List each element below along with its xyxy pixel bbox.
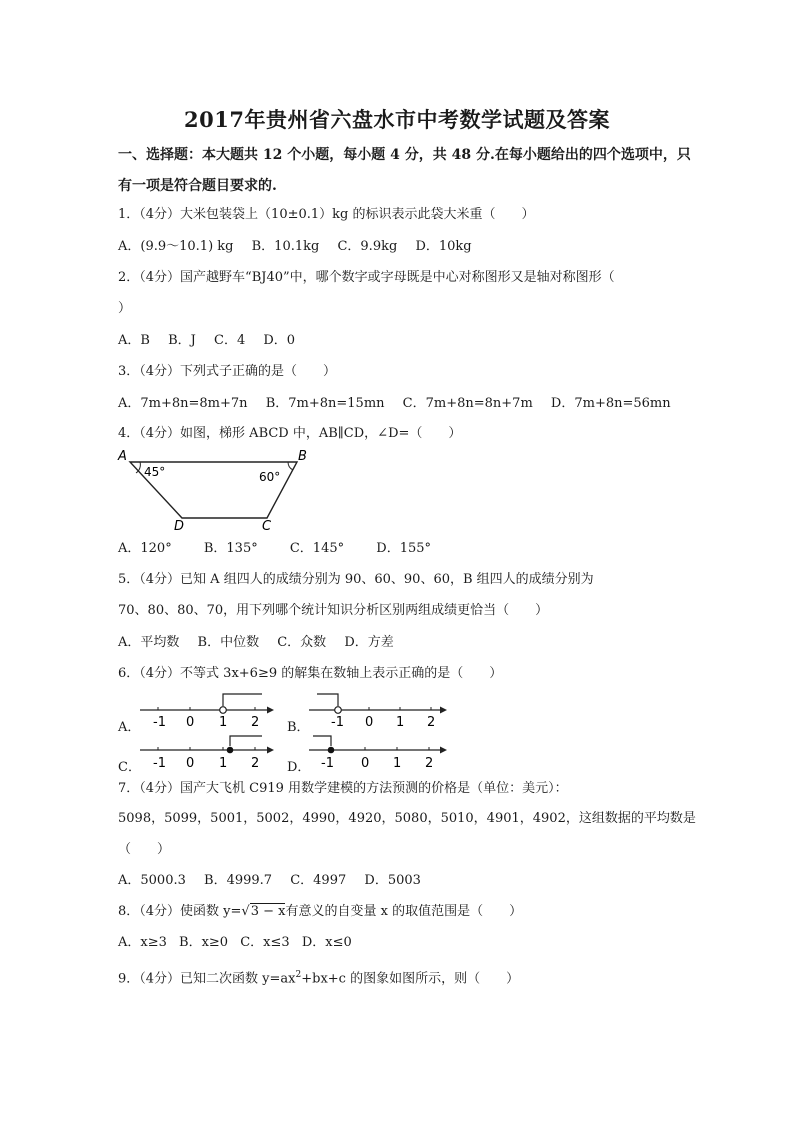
section-heading-line1: 一、选择题：本大题共 12 个小题，每小题 4 分，共 48 分.在每小题给出的四个选项中，只	[118, 147, 691, 163]
angle-b-label: 60°	[259, 470, 281, 484]
q4-option-b[interactable]: B．135°	[203, 541, 258, 556]
q8-stem: 8．（4分）使函数 y=√3 − x有意义的自变量 x 的取值范围是（ ）	[118, 904, 523, 919]
vertex-d-label: D	[174, 519, 185, 532]
q3-option-d[interactable]: D．7m+8n=56mn	[550, 396, 671, 411]
q1-option-b[interactable]: B．10.1kg	[251, 239, 320, 254]
q7-option-a[interactable]: A．5000.3	[118, 873, 186, 888]
page-title: 2017年贵州省六盘水市中考数学试题及答案	[184, 107, 610, 132]
q6-option-a-label[interactable]: A．	[118, 720, 141, 735]
q8-radicand: 3 − x	[250, 904, 286, 919]
q8-option-d[interactable]: D．x≤0	[301, 935, 352, 950]
tick-label: 1	[219, 756, 228, 771]
arrow-icon	[267, 747, 274, 754]
open-circle-icon	[335, 707, 342, 714]
tick-label: 2	[425, 756, 434, 771]
tick-label: 0	[365, 715, 374, 730]
q7-stem-line2: 5098，5099，5001，5002，4990，4920，5080，5010，4901，4902，这组数据的平均数是	[118, 811, 696, 826]
q3-option-b[interactable]: B．7m+8n=15mn	[265, 396, 385, 411]
q6-numberline-b[interactable]	[307, 690, 452, 730]
q7-stem-line1: 7．（4分）国产大飞机 C919 用数学建模的方法预测的价格是（单位：美元）：	[118, 781, 568, 796]
q4-option-c[interactable]: C．145°	[289, 541, 345, 556]
q3-option-c[interactable]: C．7m+8n=8n+7m	[402, 396, 533, 411]
arrow-icon	[440, 747, 447, 754]
q1-options	[118, 238, 486, 256]
q5-option-b[interactable]: B．中位数	[197, 635, 260, 650]
q1-stem: 1．（4分）大米包装袋上（10±0.1）kg 的标识表示此袋大米重（ ）	[118, 207, 535, 222]
q6-option-d-label[interactable]: D．	[287, 760, 311, 775]
sqrt-symbol: √	[241, 904, 250, 919]
tick-label: 2	[251, 756, 260, 771]
tick-label: -1	[153, 756, 166, 771]
q7-option-c[interactable]: C．4997	[290, 873, 347, 888]
q6-numberline-a[interactable]	[138, 690, 278, 730]
angle-a-arc	[136, 462, 140, 473]
angle-b-arc	[288, 462, 293, 470]
q2-stem-line1: 2．（4分）国产越野车“BJ40”中，哪个数字或字母既是中心对称图形又是轴对称图形（	[118, 270, 615, 285]
closed-circle-icon	[227, 747, 234, 754]
arrow-icon	[440, 707, 447, 714]
q4-stem: 4．（4分）如图，梯形 ABCD 中，AB∥CD，∠D=（ ）	[118, 426, 462, 441]
q8-option-a[interactable]: A．x≥3	[118, 935, 167, 950]
tick-label: 0	[186, 756, 195, 771]
vertex-c-label: C	[262, 519, 272, 532]
tick-label: 1	[219, 715, 228, 730]
q5-option-c[interactable]: C．众数	[277, 635, 327, 650]
q7-stem-line3: （ ）	[118, 842, 171, 857]
q7-options	[118, 872, 435, 890]
q8-option-b[interactable]: B．x≥0	[179, 935, 229, 950]
q6-stem: 6．（4分）不等式 3x+6≥9 的解集在数轴上表示正确的是（ ）	[118, 666, 503, 681]
q5-option-a[interactable]: A．平均数	[118, 635, 180, 650]
tick-label: 0	[186, 715, 195, 730]
q5-option-d[interactable]: D．方差	[344, 635, 394, 650]
arrow-icon	[267, 707, 274, 714]
q7-option-b[interactable]: B．4999.7	[204, 873, 273, 888]
tick-label: -1	[321, 756, 334, 771]
q5-stem-line1: 5．（4分）已知 A 组四人的成绩分别为 90、60、90、60，B 组四人的成绩分别为	[118, 572, 594, 587]
q2-stem-line2: ）	[118, 301, 132, 316]
q4-options	[118, 540, 445, 558]
q6-numberline-d[interactable]	[307, 732, 452, 772]
tick-label: -1	[331, 715, 344, 730]
q4-option-d[interactable]: D．155°	[376, 541, 432, 556]
q2-option-a[interactable]: A．B	[118, 333, 150, 348]
q5-stem-line2: 70、80、80、70，用下列哪个统计知识分析区别两组成绩更恰当（ ）	[118, 603, 549, 618]
q2-option-b[interactable]: B．J	[168, 333, 196, 348]
vertex-a-label: A	[118, 449, 127, 464]
q5-options	[118, 634, 408, 652]
tick-label: 1	[396, 715, 405, 730]
closed-circle-icon	[328, 747, 335, 754]
q1-option-c[interactable]: C．9.9kg	[337, 239, 398, 254]
tick-label: 2	[427, 715, 436, 730]
q3-stem: 3．（4分）下列式子正确的是（ ）	[118, 364, 337, 379]
q6-option-b-label[interactable]: B．	[287, 720, 310, 735]
section-heading-line2: 有一项是符合题目要求的.	[118, 178, 277, 194]
tick-label: 1	[393, 756, 402, 771]
q3-option-a[interactable]: A．7m+8n=8m+7n	[118, 396, 248, 411]
q3-options	[118, 395, 685, 413]
q2-option-c[interactable]: C．4	[214, 333, 246, 348]
q8-options	[118, 934, 366, 952]
trapezoid-figure	[112, 446, 312, 532]
q9-stem: 9．（4分）已知二次函数 $y=ax^2+bx+c$ 的图象如图所示，则（ ）	[118, 970, 520, 987]
q7-option-d[interactable]: D．5003	[364, 873, 421, 888]
open-circle-icon	[220, 707, 227, 714]
q1-option-a[interactable]: A．(9.9～10.1) kg	[118, 239, 234, 254]
tick-label: 2	[251, 715, 260, 730]
tick-label: -1	[153, 715, 166, 730]
q6-option-c-label[interactable]: C．	[118, 760, 141, 775]
q8-option-c[interactable]: C．x≤3	[240, 935, 290, 950]
q1-option-d[interactable]: D．10kg	[415, 239, 472, 254]
q4-option-a[interactable]: A．120°	[118, 541, 172, 556]
q2-option-d[interactable]: D．0	[263, 333, 296, 348]
q6-numberline-c[interactable]	[138, 732, 278, 772]
tick-label: 0	[361, 756, 370, 771]
q2-options	[118, 332, 309, 350]
angle-a-label: 45°	[144, 465, 166, 479]
vertex-b-label: B	[298, 449, 307, 464]
